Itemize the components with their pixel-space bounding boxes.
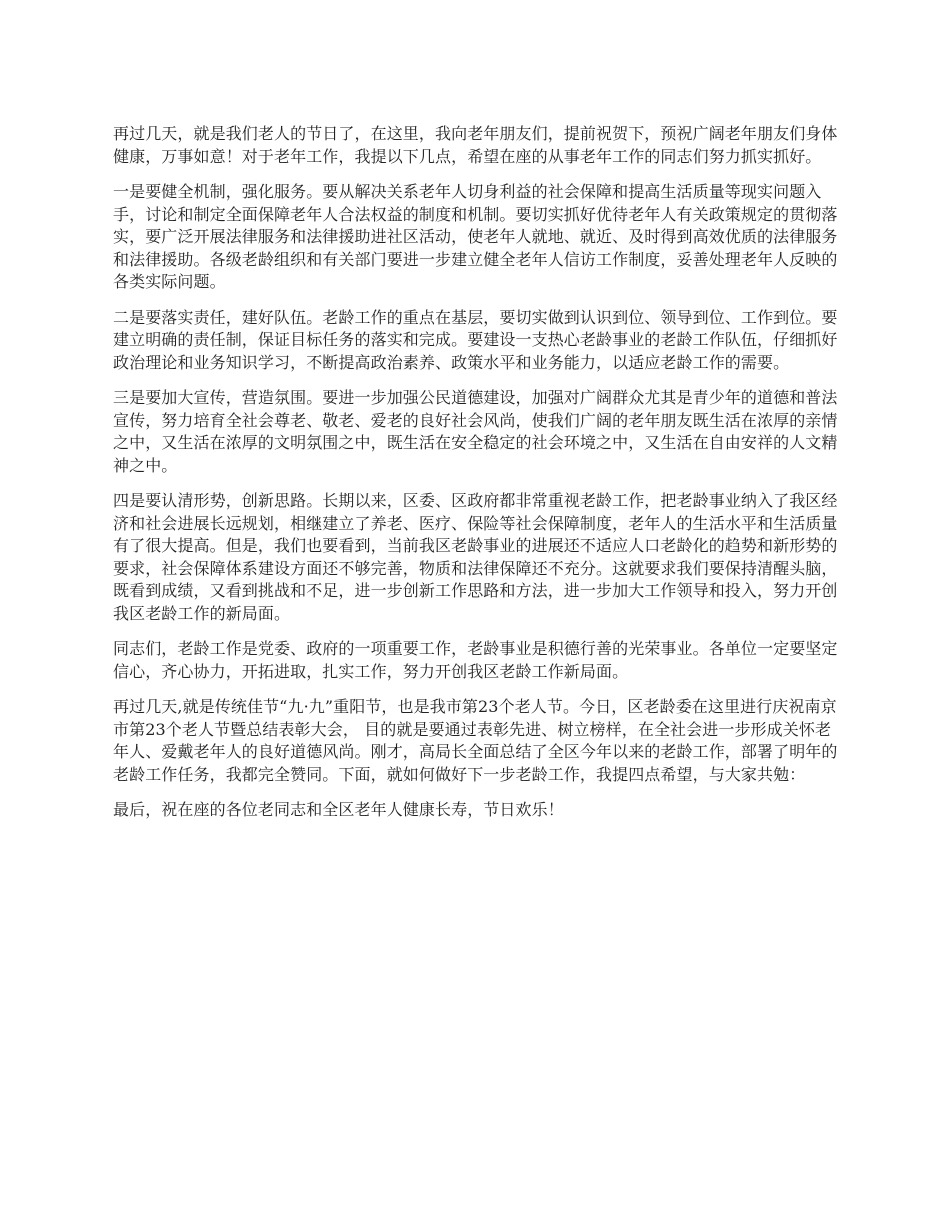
paragraph-opening-greeting: 再过几天，就是我们老人的节日了，在这里，我向老年朋友们，提前祝贺下，预祝广阔老年朋友们身体健康，万事如意！对于老年工作，我提以下几点，希望在座的从事老年工作的同志们努力抓实抓好。 xyxy=(113,124,838,166)
paragraph-double-ninth: 再过几天,就是传统佳节“九·九”重阳节，也是我市第23个老人节。今日，区老龄委在这里进行庆祝南京市第23个老人节暨总结表彰大会， 目的就是要通过表彰先进、树立榜样，在全社会进一步形成关怀老年人、爱戴老年人的良好道德风尚。刚才，高局长全面总结了全区今年以来的老龄工作，部署了明年的老龄工作任务，我都完全赞同。下面，就如何做好下一步老龄工作，我提四点希望，与大家共勉： xyxy=(113,697,838,784)
paragraph-point-three: 三是要加大宣传，营造氛围。要进一步加强公民道德建设，加强对广阔群众尤其是青少年的道德和普法宣传，努力培育全社会尊老、敬老、爱老的良好社会风尚，使我们广阔的老年朋友既生活在浓厚的亲情之中，又生活在浓厚的文明氛围之中，既生活在安全稳定的社会环境之中，又生活在自由安祥的人文精神之中。 xyxy=(113,388,838,475)
paragraph-point-one: 一是要健全机制，强化服务。要从解决关系老年人切身利益的社会保障和提高生活质量等现实问题入手，讨论和制定全面保障老年人合法权益的制度和机制。要切实抓好优待老年人有关政策规定的贯彻落实，要广泛开展法律服务和法律援助进社区活动，使老年人就地、就近、及时得到高效优质的法律服务和法律援助。各级老龄组织和有关部门要进一步建立健全老年人信访工作制度，妥善处理老年人反映的各类实际问题。 xyxy=(113,182,838,291)
paragraph-closing-wishes: 最后，祝在座的各位老同志和全区老年人健康长寿，节日欢乐！ xyxy=(113,800,564,819)
paragraph-point-two: 二是要落实责任，建好队伍。老龄工作的重点在基层，要切实做到认识到位、领导到位、工作到位。要建立明确的责任制，保证目标任务的落实和完成。要建设一支热心老龄事业的老龄工作队伍，仔细抓好政治理论和业务知识学习，不断提高政治素养、政策水平和业务能力，以适应老龄工作的需要。 xyxy=(113,307,838,372)
paragraph-comrades: 同志们，老龄工作是党委、政府的一项重要工作，老龄事业是积德行善的光荣事业。各单位一定要坚定信心，齐心协力，开拓进取，扎实工作，努力开创我区老龄工作新局面。 xyxy=(113,639,838,681)
paragraph-point-four: 四是要认清形势，创新思路。长期以来，区委、区政府都非常重视老龄工作，把老龄事业纳入了我区经济和社会进展长远规划，相继建立了养老、医疗、保险等社会保障制度，老年人的生活水平和生活质量有了很大提高。但是，我们也要看到，当前我区老龄事业的进展还不适应人口老龄化的趋势和新形势的要求，社会保障体系建设方面还不够完善，物质和法律保障还不充分。这就要求我们要保持清醒头脑，既看到成绩，又看到挑战和不足，进一步创新工作思路和方法，进一步加大工作领导和投入，努力开创我区老龄工作的新局面。 xyxy=(113,491,838,623)
document-page xyxy=(113,123,841,835)
